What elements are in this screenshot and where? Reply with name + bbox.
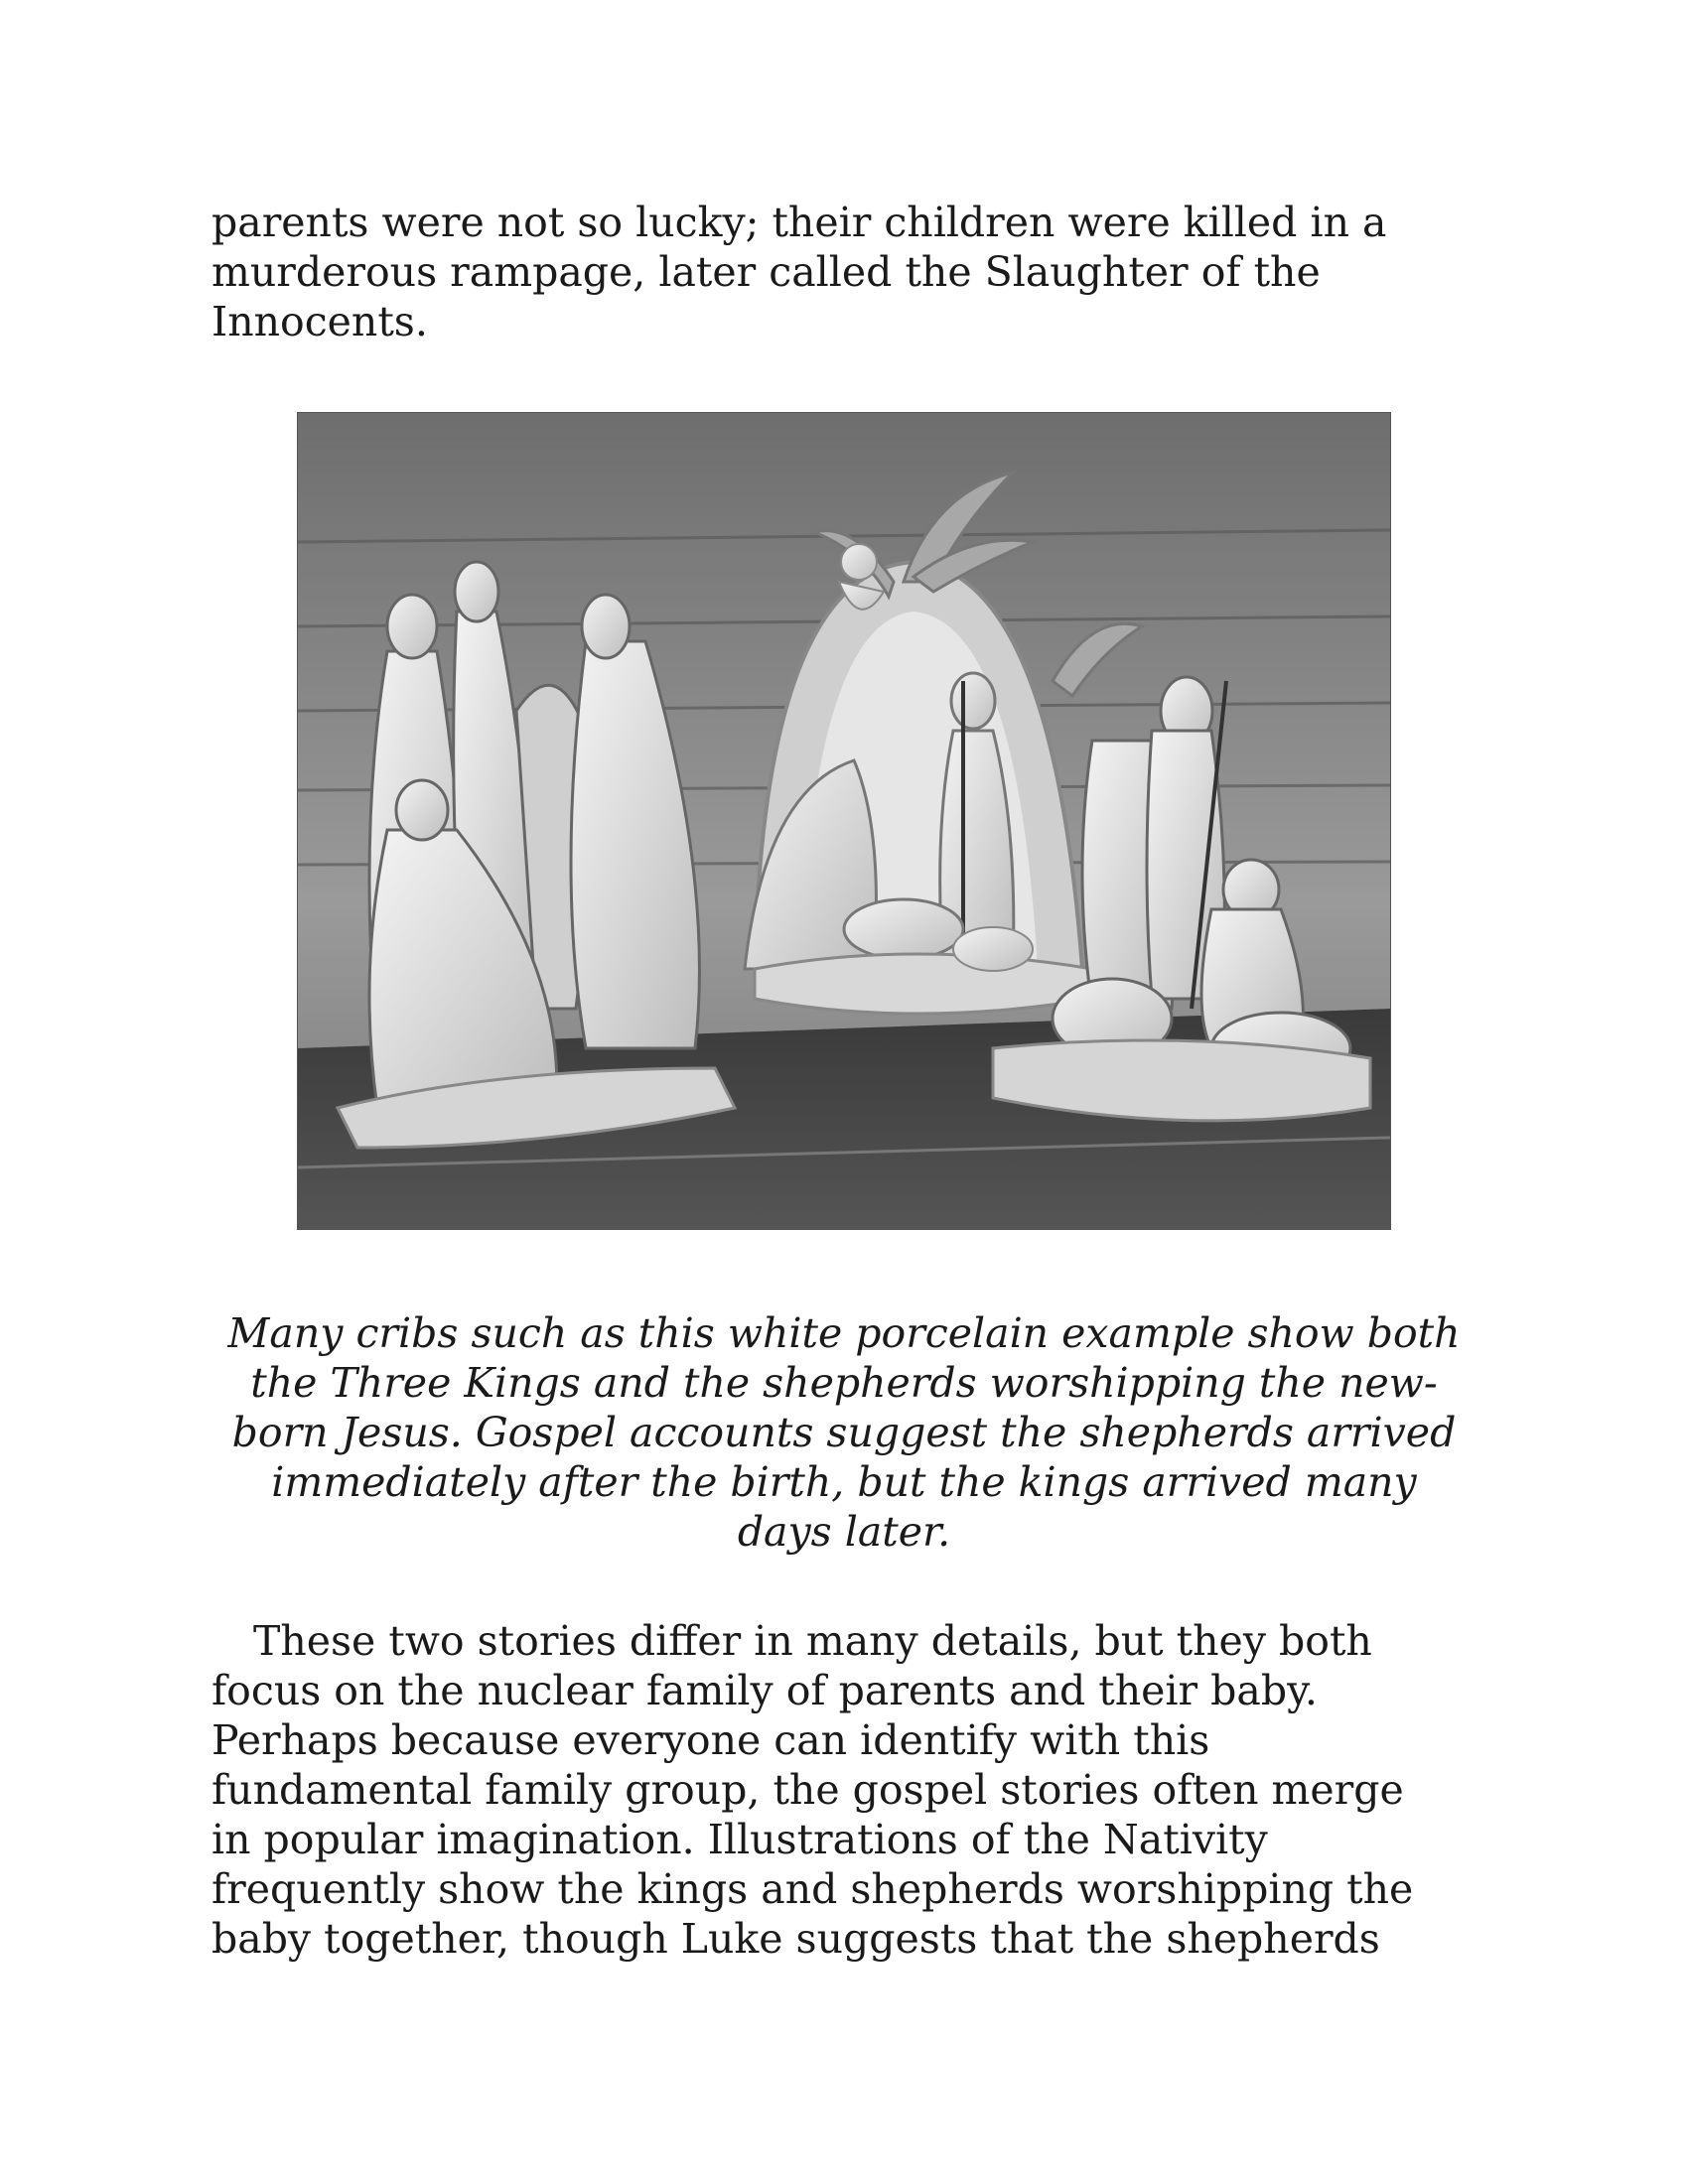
caption-line: born Jesus. Gospel accounts suggest the shepherds arrived	[231, 1409, 1457, 1456]
text-line: fundamental family group, the gospel stories often merge	[211, 1766, 1404, 1814]
nativity-scene-illustration	[298, 413, 1390, 1229]
text-line: baby together, though Luke suggests that the shepherds	[211, 1915, 1380, 1963]
text-line: in popular imagination. Illustrations of the Nativity	[211, 1816, 1268, 1863]
text-line: murderous rampage, later called the Slaughter of the	[211, 248, 1321, 296]
caption-line: the Three Kings and the shepherds worshipping the new-	[250, 1359, 1438, 1407]
caption-line: days later.	[737, 1508, 951, 1556]
figure-caption	[199, 1308, 1489, 1557]
text-line: Innocents.	[211, 298, 428, 345]
text-line: focus on the nuclear family of parents and their baby.	[211, 1667, 1318, 1714]
caption-line: immediately after the birth, but the kings arrived many	[271, 1458, 1417, 1506]
text-line: Perhaps because everyone can identify with this	[211, 1716, 1210, 1764]
body-paragraph-bottom	[211, 1616, 1492, 1964]
text-line: parents were not so lucky; their children were killed in a	[211, 199, 1387, 246]
nativity-photo	[297, 412, 1391, 1230]
body-paragraph-top	[211, 198, 1492, 346]
text-line: These two stories differ in many details, but they both	[253, 1617, 1372, 1665]
caption-line: Many cribs such as this white porcelain example show both	[227, 1309, 1461, 1357]
text-line: frequently show the kings and shepherds worshipping the	[211, 1865, 1414, 1913]
